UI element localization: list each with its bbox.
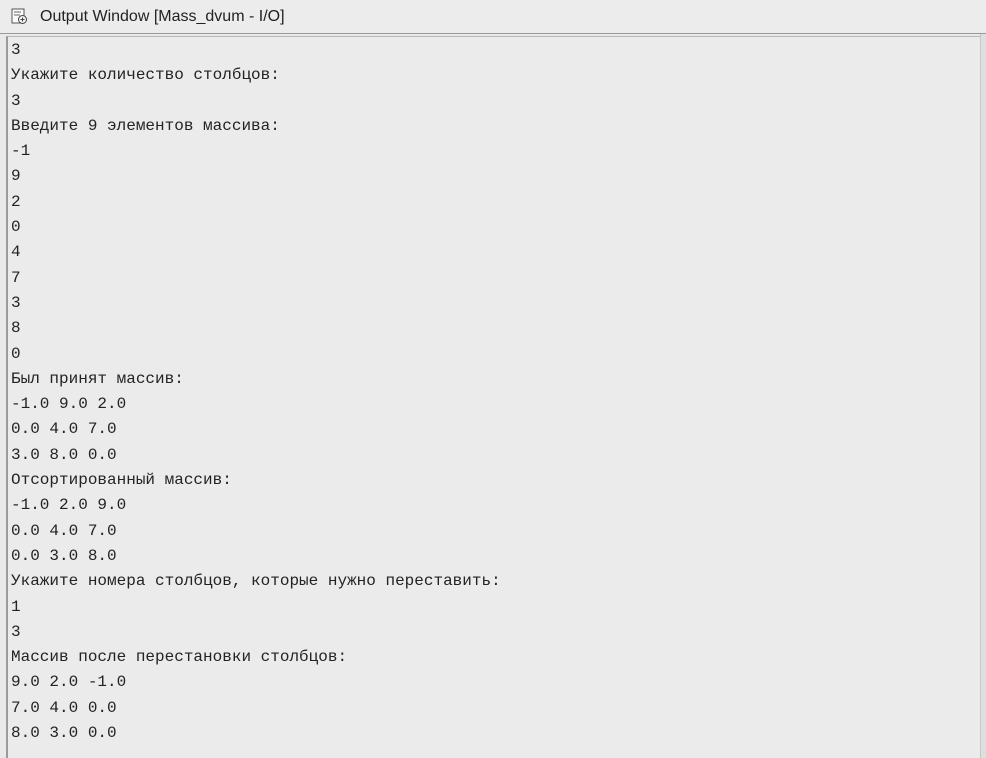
output-line: 1 [11,597,21,616]
output-line: -1.0 9.0 2.0 [11,395,127,414]
output-line: 4 [11,243,21,262]
output-text-area[interactable] [6,36,980,758]
output-line: 0.0 4.0 7.0 [11,420,117,439]
output-line: 3.0 8.0 0.0 [11,445,117,464]
output-line: 0.0 4.0 7.0 [11,521,117,540]
output-line: 0.0 3.0 8.0 [11,546,117,565]
output-line: 3 [11,91,21,110]
output-line: Укажите номера столбцов, которые нужно переставить: [11,572,501,591]
output-line: Введите 9 элементов массива: [11,116,280,135]
title-bar[interactable] [0,0,986,34]
output-line: 9 [11,167,21,186]
output-line: 0 [11,218,21,237]
output-line: 2 [11,192,21,211]
output-line: 8 [11,319,21,338]
output-line: 3 [11,293,21,312]
output-line: -1.0 2.0 9.0 [11,496,127,515]
output-line: -1 [11,142,31,161]
output-line: 0 [11,344,21,363]
output-line: 8.0 3.0 0.0 [11,724,117,743]
window-right-edge [980,34,986,758]
output-lines [11,38,501,746]
output-line: Отсортированный массив: [11,471,232,490]
output-line: Массив после перестановки столбцов: [11,648,348,667]
output-line: Был принят массив: [11,369,184,388]
output-line: 3 [11,622,21,641]
output-line: 7.0 4.0 0.0 [11,698,117,717]
output-line: Укажите количество столбцов: [11,66,280,85]
output-window-icon [11,8,28,25]
output-line: 7 [11,268,21,287]
window-title: Output Window [Mass_dvum - I/O] [40,8,285,25]
output-line: 3 [11,41,21,59]
output-line: 9.0 2.0 -1.0 [11,673,127,692]
